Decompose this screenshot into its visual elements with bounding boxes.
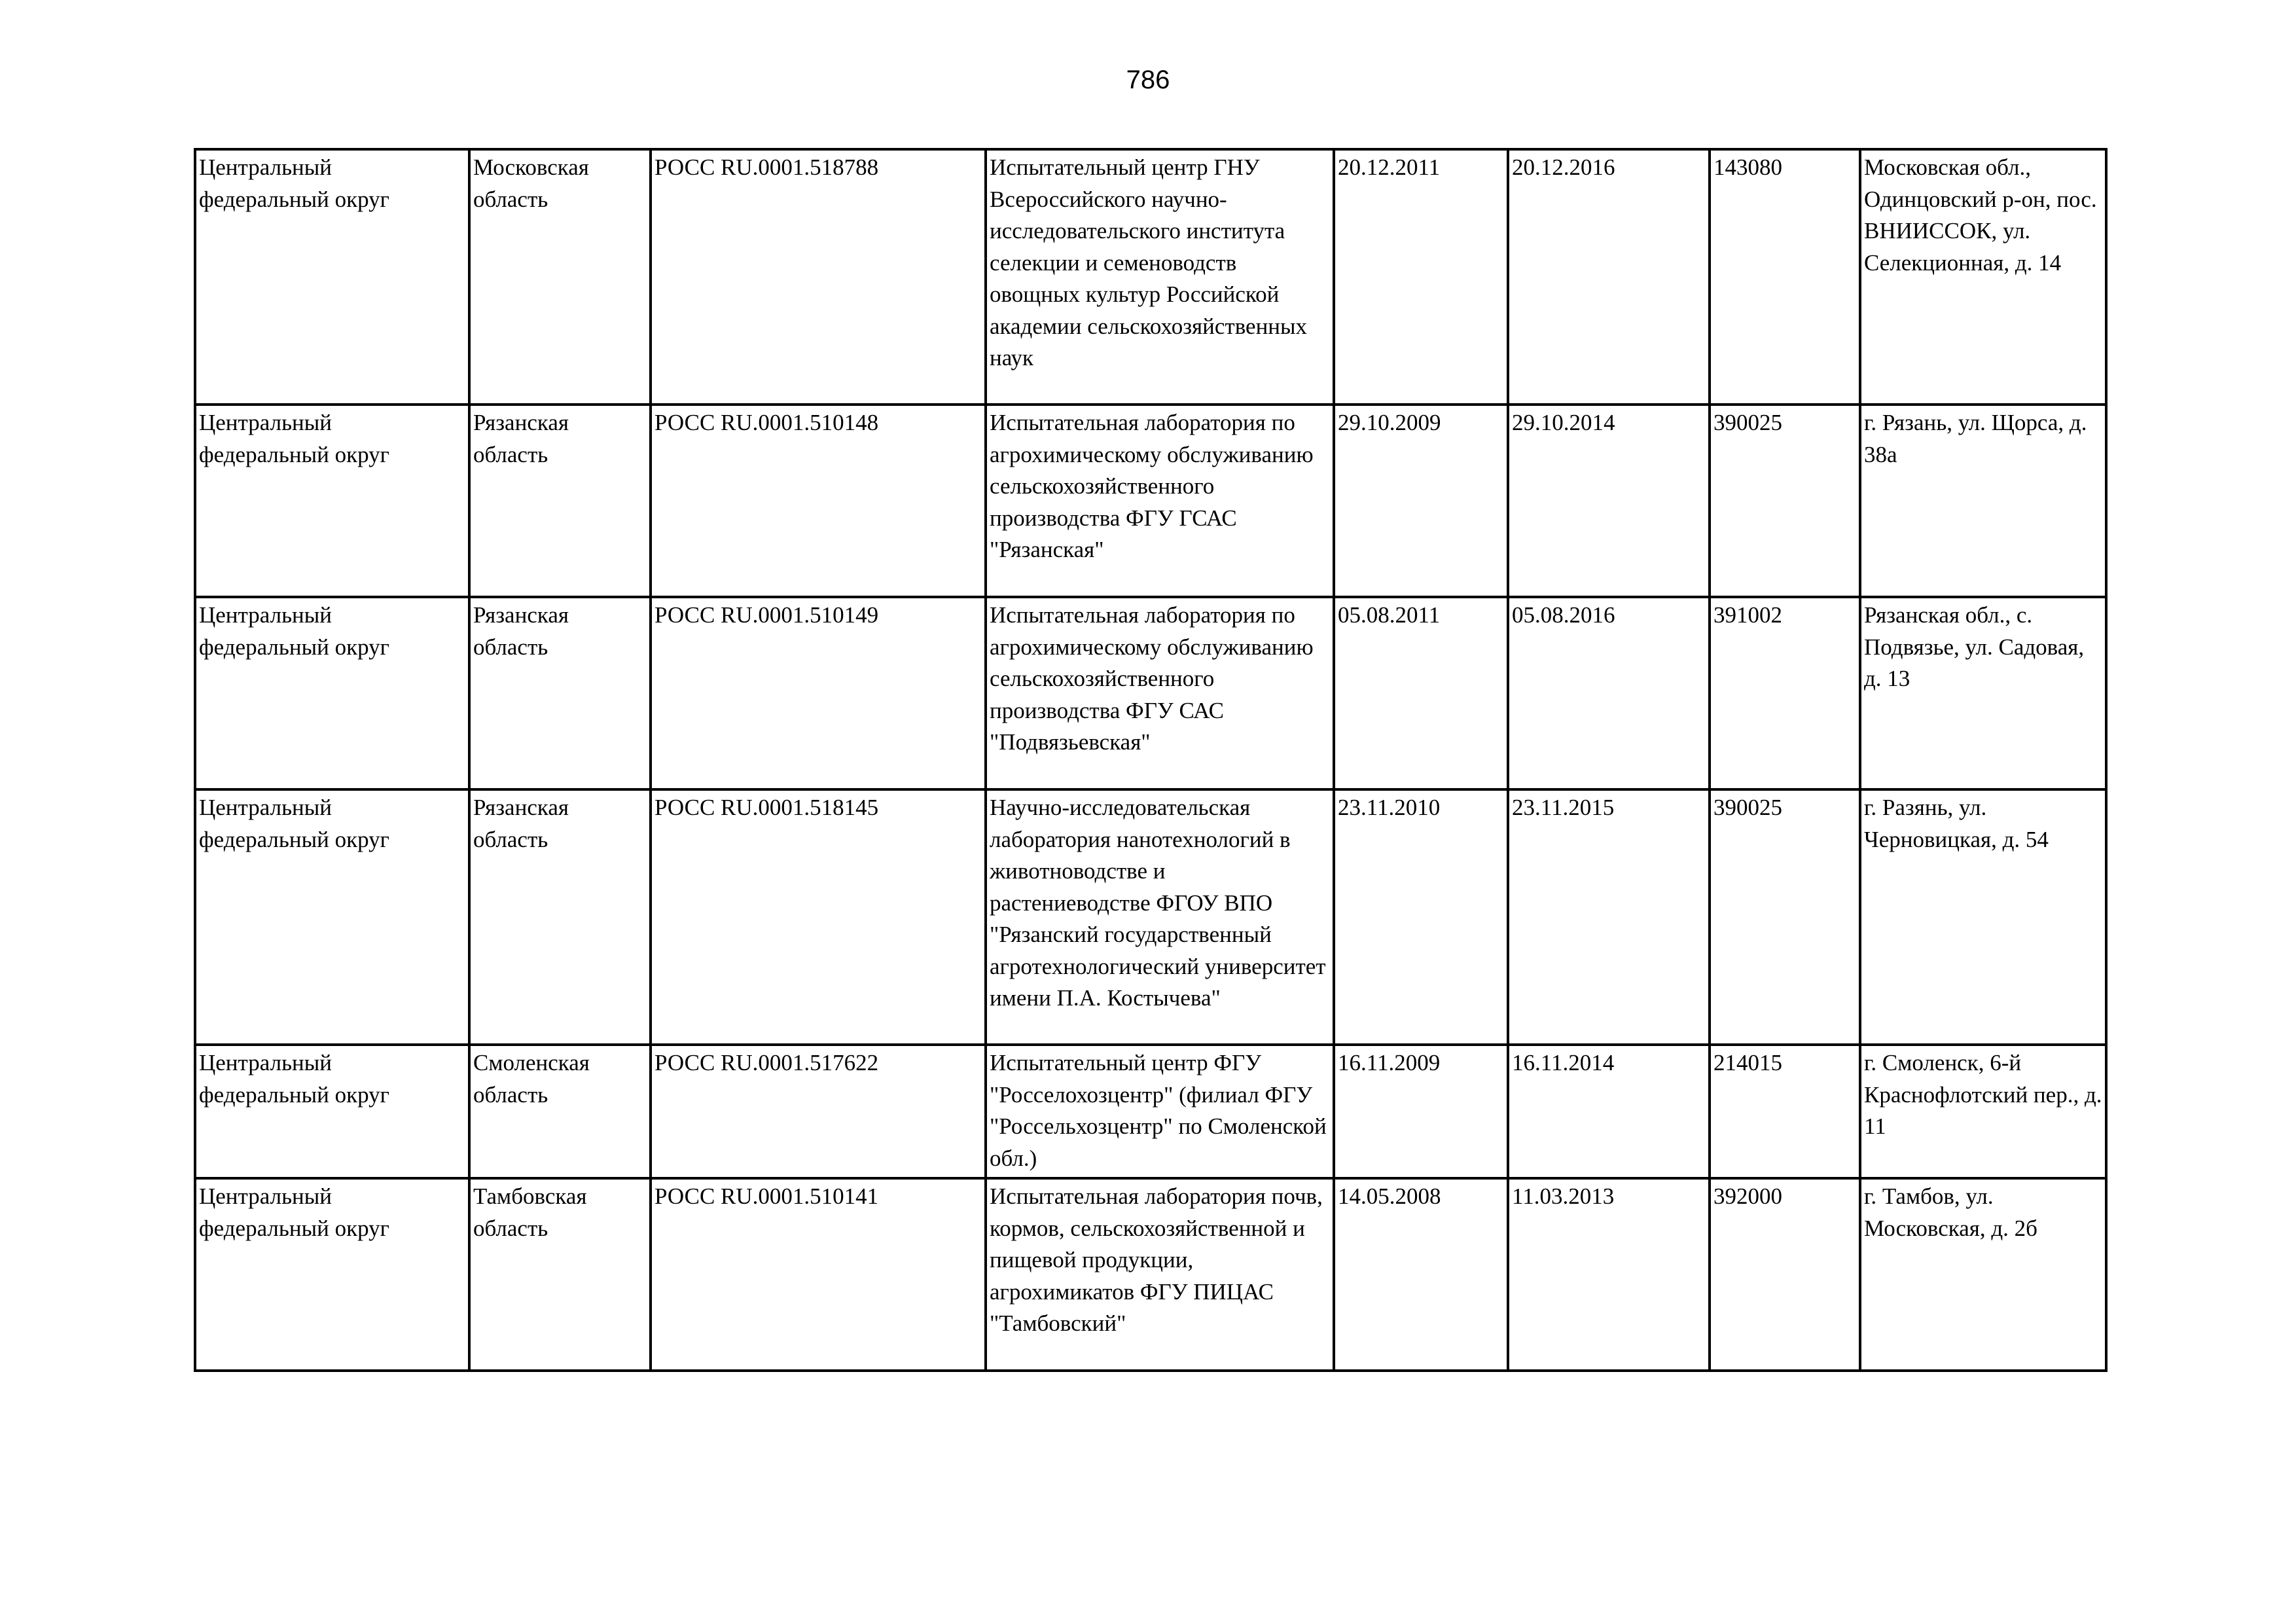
- certificate-number-cell: РОСС RU.0001.518788: [651, 149, 986, 405]
- address-cell: г. Рязань, ул. Щорса, д. 38а: [1860, 405, 2106, 597]
- accreditation-table: [194, 148, 2108, 1372]
- expiry-date-cell: 20.12.2016: [1508, 149, 1710, 405]
- table-row: [195, 597, 2106, 789]
- region-cell: Смоленская область: [469, 1045, 651, 1178]
- certificate-number-cell: РОСС RU.0001.518145: [651, 789, 986, 1045]
- address-cell: Московская обл., Одинцовский р-он, пос. ВНИИССОК, ул. Селекционная, д. 14: [1860, 149, 2106, 405]
- issue-date-cell: 29.10.2009: [1334, 405, 1508, 597]
- expiry-date-cell: 05.08.2016: [1508, 597, 1710, 789]
- organization-cell: Испытательная лаборатория по агрохимическому обслуживанию сельскохозяйственного производства ФГУ САС "Подвязьевская": [986, 597, 1334, 789]
- expiry-date-cell: 11.03.2013: [1508, 1178, 1710, 1371]
- organization-cell: Испытательная лаборатория по агрохимическому обслуживанию сельскохозяйственного производства ФГУ ГСАС "Рязанская": [986, 405, 1334, 597]
- address-cell: г. Смоленск, 6-й Краснофлотский пер., д. 11: [1860, 1045, 2106, 1178]
- postcode-cell: 214015: [1710, 1045, 1860, 1178]
- district-cell: Центральный федеральный округ: [195, 789, 469, 1045]
- certificate-number-cell: РОСС RU.0001.510141: [651, 1178, 986, 1371]
- address-cell: г. Тамбов, ул. Московская, д. 2б: [1860, 1178, 2106, 1371]
- address-cell: Рязанская обл., с. Подвязье, ул. Садовая, д. 13: [1860, 597, 2106, 789]
- expiry-date-cell: 16.11.2014: [1508, 1045, 1710, 1178]
- table-row: [195, 405, 2106, 597]
- region-cell: Рязанская область: [469, 405, 651, 597]
- postcode-cell: 390025: [1710, 789, 1860, 1045]
- page-number: 786: [1126, 65, 1170, 94]
- expiry-date-cell: 23.11.2015: [1508, 789, 1710, 1045]
- region-cell: Тамбовская область: [469, 1178, 651, 1371]
- table-row: [195, 1178, 2106, 1371]
- table-row: [195, 1045, 2106, 1178]
- table-row: [195, 789, 2106, 1045]
- table-row: [195, 149, 2106, 405]
- issue-date-cell: 05.08.2011: [1334, 597, 1508, 789]
- organization-cell: Научно-исследовательская лаборатория нанотехнологий в животноводстве и растениеводстве ФГОУ ВПО "Рязанский государственный агротехнологический университет имени П.А. Костычева": [986, 789, 1334, 1045]
- organization-cell: Испытательный центр ФГУ "Росселохозцентр" (филиал ФГУ "Россельхозцентр" по Смоленской обл.): [986, 1045, 1334, 1178]
- postcode-cell: 392000: [1710, 1178, 1860, 1371]
- district-cell: Центральный федеральный округ: [195, 149, 469, 405]
- organization-cell: Испытательная лаборатория почв, кормов, сельскохозяйственной и пищевой продукции, агрохимикатов ФГУ ПИЦАС "Тамбовский": [986, 1178, 1334, 1371]
- postcode-cell: 390025: [1710, 405, 1860, 597]
- issue-date-cell: 14.05.2008: [1334, 1178, 1508, 1371]
- organization-cell: Испытательный центр ГНУ Всероссийского научно-исследовательского института селекции и семеноводств овощных культур Российской академии сельскохозяйственных наук: [986, 149, 1334, 405]
- expiry-date-cell: 29.10.2014: [1508, 405, 1710, 597]
- region-cell: Рязанская область: [469, 597, 651, 789]
- issue-date-cell: 20.12.2011: [1334, 149, 1508, 405]
- region-cell: Московская область: [469, 149, 651, 405]
- certificate-number-cell: РОСС RU.0001.517622: [651, 1045, 986, 1178]
- region-cell: Рязанская область: [469, 789, 651, 1045]
- postcode-cell: 143080: [1710, 149, 1860, 405]
- district-cell: Центральный федеральный округ: [195, 1045, 469, 1178]
- issue-date-cell: 23.11.2010: [1334, 789, 1508, 1045]
- district-cell: Центральный федеральный округ: [195, 597, 469, 789]
- issue-date-cell: 16.11.2009: [1334, 1045, 1508, 1178]
- address-cell: г. Разянь, ул. Черновицкая, д. 54: [1860, 789, 2106, 1045]
- district-cell: Центральный федеральный округ: [195, 1178, 469, 1371]
- certificate-number-cell: РОСС RU.0001.510148: [651, 405, 986, 597]
- certificate-number-cell: РОСС RU.0001.510149: [651, 597, 986, 789]
- postcode-cell: 391002: [1710, 597, 1860, 789]
- district-cell: Центральный федеральный округ: [195, 405, 469, 597]
